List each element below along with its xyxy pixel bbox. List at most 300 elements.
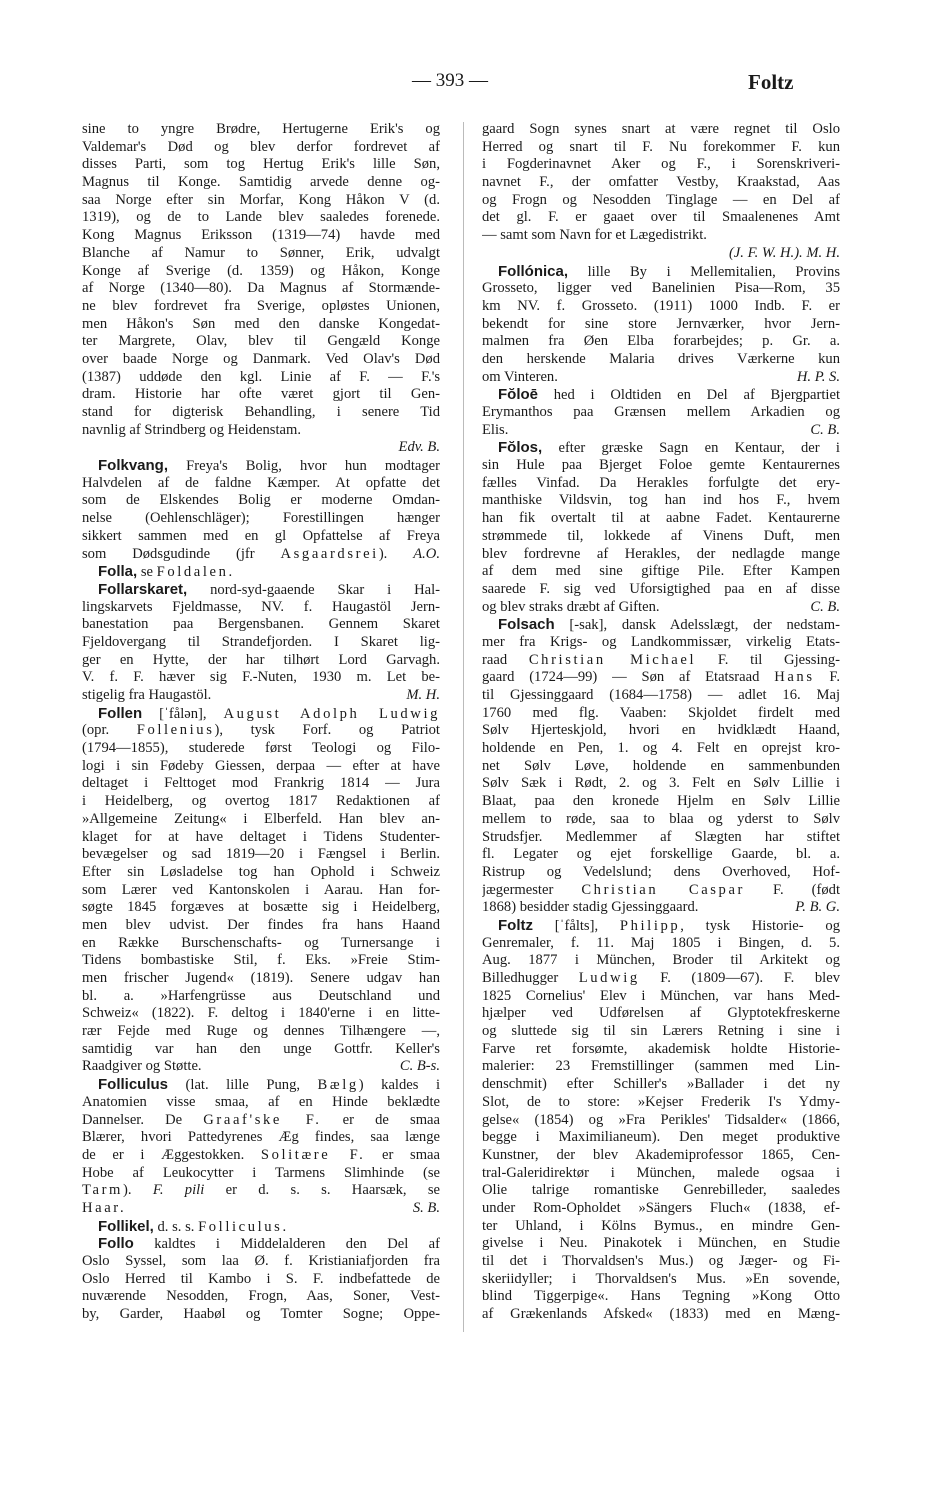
italic-text: A.O. <box>413 545 440 562</box>
text-run: holdende en Pen, 1. og 4. Felt en oprejst kro- <box>482 740 840 757</box>
text-run: d. s. s. <box>153 1218 199 1235</box>
text-run: fælles Vinfad. Da Herakles forfulgte det ery- <box>482 474 840 491</box>
text-line <box>82 439 440 457</box>
text-run: Aug. 1877 i München, Broder til Arkitekt og <box>482 952 840 969</box>
text-line <box>82 192 440 210</box>
text-line <box>82 280 440 298</box>
text-run: Blaat, paa den kronede Hjelm en Sølv Lillie <box>482 793 840 810</box>
text-run: og Frogn og Nesodden Tinglage — en Del af <box>482 191 840 208</box>
text-line <box>482 1235 840 1253</box>
headword: Folsach <box>498 616 555 634</box>
text-run: 1868) besidder stadig Gjessinggaard. <box>482 899 699 916</box>
text-line <box>82 369 440 387</box>
text-line <box>82 1094 440 1112</box>
text-line <box>82 775 440 793</box>
text-run: nord-syd-gaaende Skar i Hal- <box>187 581 440 598</box>
text-line <box>482 263 840 281</box>
text-run: det gl. F. er gaaet over til Smaalenenes Amt <box>482 209 840 226</box>
text-run: Olie talrige romantiske Genrebilleder, saaledes <box>482 1182 840 1199</box>
spaced-text: Haar. <box>82 1199 127 1216</box>
text-run: de er i Æggestokken. <box>82 1146 261 1163</box>
text-line <box>82 669 440 687</box>
text-run: i Fogderinavnet Aker og F., i Sorenskriveri- <box>482 156 840 173</box>
text-line <box>482 758 840 776</box>
text-line <box>82 1235 440 1253</box>
text-run: sine to yngre Brødre, Hertugerne Erik's og <box>82 121 440 137</box>
text-run: Sølv Hjerteskjold, hvori en hvidklædt Haand, <box>482 722 840 739</box>
text-line <box>82 404 440 422</box>
text-run: sin Hule paa Bjerget Foloe gemte Kentaurernes <box>482 457 840 474</box>
text-run: lingskarvets Fjeldmasse, NV. f. Haugastöl Jern- <box>82 598 440 615</box>
text-run: [-sak], dansk Adelsslægt, der nedstam- <box>554 617 840 634</box>
text-line <box>82 1005 440 1023</box>
text-line <box>82 917 440 935</box>
text-line <box>482 1112 840 1130</box>
text-run: den herskende Malaria drives Værkerne kun <box>482 350 840 367</box>
right-column <box>482 121 840 1324</box>
text-run: Schweiz« (1822). F. deltog i 1840'erne i en litte- <box>82 1005 440 1022</box>
text-run: ). <box>378 545 414 562</box>
spaced-text: Folliculus. <box>198 1218 289 1235</box>
text-run: [ˈfålts], <box>533 917 620 934</box>
text-line <box>482 156 840 174</box>
text-run: Efter sin Løsladelse tog han Ophold i Schweiz <box>82 863 440 880</box>
text-run: ger en Hytte, der har tilhørt Lord Garvagh. <box>82 651 440 668</box>
text-run: Blærer, hvori Pattedyrenes Æg findes, saa længe <box>82 1129 440 1146</box>
text-run: V. f. F. hæver sig F.-Nuten, 1930 m. Let be- <box>82 669 440 686</box>
spaced-text: Christian Michael <box>528 651 697 668</box>
text-line <box>482 899 840 917</box>
text-line <box>482 1288 840 1306</box>
text-run: Valdemar's Død og blev derfor fordrevet af <box>82 138 440 155</box>
text-run: hed i Oldtiden en Del af Bjergpartiet <box>538 387 840 404</box>
text-line <box>482 227 840 245</box>
text-line <box>82 616 440 634</box>
text-line <box>82 970 440 988</box>
text-run: by, Garder, Haabøl og Tomter Sogne; Oppe- <box>82 1306 440 1323</box>
headword: Follen <box>98 704 143 722</box>
text-line <box>82 722 440 740</box>
page-number: — 393 — <box>412 70 488 91</box>
text-line <box>82 492 440 510</box>
text-line <box>82 1076 440 1094</box>
text-line <box>482 793 840 811</box>
text-run: F. <box>814 669 840 686</box>
text-run: F. til Gjessing- <box>696 651 840 668</box>
author-signature: M. H. <box>406 687 440 703</box>
text-line <box>482 457 840 475</box>
text-line <box>82 811 440 829</box>
text-run: Blanche af Namur to Sønner, Erik, udvalgt <box>82 244 440 261</box>
text-line <box>482 528 840 546</box>
text-line <box>482 563 840 581</box>
text-run: tral-Galeridirektør i München, malede ogsaa i <box>482 1164 840 1181</box>
text-run: som de Elskendes Bolig er moderne Omdan- <box>82 492 440 509</box>
text-line <box>82 139 440 157</box>
text-line <box>82 528 440 546</box>
text-line <box>482 280 840 298</box>
text-run: dram. Historie har ofte været gjort til Gen- <box>82 386 440 403</box>
text-line <box>82 935 440 953</box>
text-line <box>482 669 840 687</box>
text-line <box>482 705 840 723</box>
spaced-text: Graaf'ske F. <box>203 1111 322 1128</box>
text-line <box>482 404 840 422</box>
text-run: Sølv Sæk i Rødt, 2. og 3. Felt en Sølv Lillie i <box>482 775 840 792</box>
text-run: [ˈfålən], <box>142 705 224 722</box>
text-line <box>82 563 440 581</box>
text-run: gaard Sogn synes snart at være regnet til Oslo <box>482 121 840 137</box>
text-line <box>82 546 440 564</box>
text-line <box>482 1253 840 1271</box>
text-run: Slot, de to store: »Kejser Frederik I's Ydmy- <box>482 1093 840 1110</box>
text-line <box>482 988 840 1006</box>
text-run: som Dødsgudinde (jfr <box>82 545 281 562</box>
text-run: Strudsfjer. Medlemmer af Slægten har stiftet <box>482 828 840 845</box>
text-line <box>82 209 440 227</box>
text-line <box>482 634 840 652</box>
text-run: Halvdelen af de faldne Kæmper. At opfatte det <box>82 474 440 491</box>
text-run: blind Tiggerpige«. Hans Tegning »Kong Otto <box>482 1288 840 1305</box>
text-run: raad <box>482 651 529 668</box>
text-run: klaget for at have deltaget i Tidens Studenter- <box>82 828 440 845</box>
text-run: er d. s. s. Haarsæk, se <box>204 1182 440 1199</box>
text-line <box>482 935 840 953</box>
spaced-text: Christian Caspar <box>581 881 745 898</box>
text-run: ). <box>122 1182 153 1199</box>
text-run: nelse (Oehlenschläger); Forestillingen hænger <box>82 510 440 527</box>
text-line <box>482 121 840 139</box>
author-signature: C. B-s. <box>399 1058 440 1075</box>
text-line <box>82 1288 440 1306</box>
text-run: til Gjessinggaard (1684—1758) — adlet 16. Maj <box>482 687 840 703</box>
text-run: blev fordrevne af Herakles, der nedlagde mange <box>482 545 840 562</box>
text-line <box>82 705 440 723</box>
text-run: i Heidelberg, og overtog 1817 Redaktionen af <box>82 793 440 810</box>
text-line <box>482 1218 840 1236</box>
text-line <box>482 1023 840 1041</box>
text-run: han fik overtalt til at aabne Fadet. Kentaurerne <box>482 510 840 527</box>
text-line <box>482 846 840 864</box>
italic-text: F. pili <box>152 1182 205 1199</box>
text-run: bl. a. »Harfengrüsse aus Deutschland und <box>82 987 440 1004</box>
text-run: samtidig var han den unge Gottfr. Keller's <box>82 1040 440 1057</box>
text-line <box>82 634 440 652</box>
text-run: se <box>137 564 157 581</box>
spaced-text: Solitære F. <box>260 1146 366 1163</box>
text-run: manthiske Vildsvin, tog han ind hos F., hvem <box>482 492 840 509</box>
text-run: , tysk Historie- og <box>680 917 840 934</box>
spaced-text: Tarm <box>82 1182 123 1199</box>
text-line <box>82 652 440 670</box>
text-run: navnlig af Strindberg og Heidenstam. <box>82 421 301 438</box>
text-run: til det i Thorvaldsen's Mus.) og Jæger- og Fi- <box>482 1253 840 1269</box>
column-divider <box>463 122 464 1332</box>
headword: Foltz <box>498 916 533 934</box>
text-run: navnet F., der omfatter Vestby, Kraakstad, Aas <box>482 174 840 191</box>
text-line <box>482 475 840 493</box>
text-run: Grosseto, ligger ved Banelinien Pisa—Rom, 35 <box>482 280 840 297</box>
text-line <box>82 475 440 493</box>
headword: Fŏlos, <box>498 439 543 457</box>
text-line <box>82 174 440 192</box>
text-run: men Håkon's Søn med den danske Kongedat- <box>82 315 440 332</box>
text-run: net Sølv Løve, holdende en sammenbunden <box>482 757 840 774</box>
text-run: mellem to røde, saa to blaa og yderst to Sølv <box>482 810 840 827</box>
text-run: Konge af Sverige (d. 1359) og Håkon, Konge <box>82 262 440 279</box>
author-signature: S. B. <box>412 1199 440 1216</box>
text-run: af Norge (1340—80). Da Magnus af Stormænde- <box>82 280 440 297</box>
text-line <box>82 1218 440 1236</box>
text-line <box>82 1112 440 1130</box>
text-line <box>82 599 440 617</box>
text-line <box>82 227 440 245</box>
text-line <box>482 616 840 634</box>
text-line <box>82 758 440 776</box>
text-line <box>482 369 840 387</box>
text-line <box>82 882 440 900</box>
text-run: F. (født <box>745 881 840 898</box>
text-line <box>82 793 440 811</box>
text-run: Tidens bombastiske Stil, f. Eks. »Freie Stim- <box>82 952 440 969</box>
text-line <box>482 1094 840 1112</box>
text-line <box>82 1147 440 1165</box>
text-run: — samt som Navn for et Lægedistrikt. <box>482 227 707 244</box>
text-run: saarede F. sig ved Uforsigtighed paa en af disse <box>482 580 840 597</box>
spaced-text: Philipp <box>619 917 681 934</box>
text-line <box>482 1165 840 1183</box>
text-line <box>82 457 440 475</box>
text-run: Dannelser. De <box>82 1111 204 1128</box>
text-line <box>82 1041 440 1059</box>
headword: Follarskaret, <box>98 580 188 598</box>
text-line <box>82 351 440 369</box>
text-run: gaard (1724—99) — Søn af Etatsraad <box>482 669 775 686</box>
text-run: Freya's Bolig, hvor hun modtager <box>168 458 440 475</box>
text-run: men blev udvist. Der findes fra hans Haand <box>82 916 440 933</box>
text-line <box>82 263 440 281</box>
text-line <box>482 740 840 758</box>
text-line <box>482 510 840 528</box>
text-run: ), tysk Forf. og Patriot <box>214 722 440 739</box>
text-run: (1387) uddøde den kgl. Linie af F. — F.'s <box>82 368 440 385</box>
author-signature: C. B. <box>810 598 840 615</box>
text-run: af dem med sine giftige Pile. Efter Kampen <box>482 563 840 580</box>
text-line <box>482 1005 840 1023</box>
text-run: Anatomien visse smaa, af en Hinde beklædte <box>82 1093 440 1110</box>
text-line <box>482 351 840 369</box>
text-run: skeriidyller; i Thorvaldsen's Mus. »En sovende, <box>482 1270 840 1287</box>
text-run: Oslo Herred til Kambo i S. F. indbefattede de <box>82 1270 440 1287</box>
text-line <box>82 510 440 528</box>
text-run: Ristrup og Vedelslund; dens Overhoved, Hof- <box>482 863 840 880</box>
text-line <box>482 1041 840 1059</box>
text-run: sikkert sammen med en gl Opfattelse af Freya <box>82 527 440 544</box>
running-head: Foltz <box>748 70 794 94</box>
text-line <box>482 970 840 988</box>
text-line <box>82 1058 440 1076</box>
text-run: givelse i Neu. Pinakotek i München, en Studie <box>482 1235 840 1252</box>
text-line <box>82 581 440 599</box>
text-line <box>82 333 440 351</box>
text-line <box>482 245 840 263</box>
text-run: logi i sin Fødeby Giessen, derpaa — efter at have <box>82 757 440 774</box>
text-run: om Vinteren. <box>482 368 558 385</box>
text-run: deltaget i Felttoget mod Frankrig 1814 — Jura <box>82 775 440 792</box>
text-line <box>482 882 840 900</box>
text-run: efter græske Sagn en Kentaur, der i <box>542 440 840 457</box>
text-run: km NV. f. Grosseto. (1911) 1000 Indb. F. er <box>482 297 840 314</box>
text-line <box>482 492 840 510</box>
headword: Folkvang, <box>98 457 169 475</box>
text-run: Elis. <box>482 421 509 438</box>
author-signature: P. B. G. <box>795 899 840 916</box>
text-line <box>82 899 440 917</box>
text-run: Magnus til Konge. Samtidig arvede denne og- <box>82 174 440 191</box>
text-line <box>482 192 840 210</box>
text-line <box>82 1200 440 1218</box>
text-run: Oslo Syssel, som laa Ø. f. Kristianiafjorden fra <box>82 1253 440 1269</box>
text-run: bekendt for sine store Jernværker, hvor Jern- <box>482 315 840 332</box>
text-line <box>482 1058 840 1076</box>
text-line <box>482 1182 840 1200</box>
text-run: Erymanthos paa Grænsen mellem Arkadien og <box>482 404 840 420</box>
text-run: men frischer Jugend« (1819). Senere udgav han <box>82 970 440 986</box>
text-run: gelse« (1854) og »Fra Perikles' Tidsalder« (1866, <box>482 1111 840 1128</box>
text-run: Fjeldovergang til Strandefjorden. I Skaret lig- <box>82 633 440 650</box>
text-run: F. (1809—67). F. blev <box>639 970 840 986</box>
text-line <box>482 1200 840 1218</box>
text-run: mer fra Krigs- og Landkommissær, virkelig Etats- <box>482 633 840 650</box>
text-line <box>482 386 840 404</box>
text-run: (lat. lille Pung, <box>168 1077 318 1094</box>
spaced-text: Ludwig <box>578 970 640 986</box>
text-run: Hobe af Leukocytter i Tarmens Slimhinde (se <box>82 1164 440 1181</box>
text-line <box>82 316 440 334</box>
text-line <box>482 775 840 793</box>
text-line <box>82 121 440 139</box>
spaced-text: August Adolph Ludwig <box>223 705 440 722</box>
text-run: »Allgemeine Zeitung« i Elberfeld. Han blev an- <box>82 810 440 827</box>
headword: Follónica, <box>498 262 569 280</box>
text-line <box>482 174 840 192</box>
text-line <box>482 722 840 740</box>
text-run: er de smaa <box>321 1111 440 1128</box>
headword: Follikel, <box>98 1217 154 1235</box>
text-run: rær Fejde med Ruge og dennes Tilhængere —, <box>82 1023 440 1040</box>
text-line <box>82 386 440 404</box>
text-run: 1319), og de to Lande blev saaledes forenede. <box>82 209 440 226</box>
text-run: 1825 Cornelius' Elev i München, var hans Med- <box>482 987 840 1004</box>
text-line <box>82 864 440 882</box>
author-signature: Edv. B. <box>398 439 440 456</box>
text-run: denschmit) efter Schiller's »Ballader i det ny <box>482 1076 840 1093</box>
text-line <box>482 599 840 617</box>
text-run: ne blev fordrevet fra Sverige, opløstes Unionen, <box>82 297 440 314</box>
text-run: Genremaler, f. 11. Maj 1805 i Bingen, d. 5. <box>482 934 840 951</box>
text-line <box>82 1271 440 1289</box>
text-run: disses Parti, som tog Hertug Erik's lille Søn, <box>82 156 440 173</box>
headword: Folla, <box>98 563 138 581</box>
author-signature: H. P. S. <box>796 368 840 385</box>
author-signature: C. B. <box>810 421 840 438</box>
text-run: som Lærer ved Kantonskolen i Aarau. Han for- <box>82 881 440 898</box>
headword: Fŏloē <box>498 386 538 404</box>
text-line <box>82 846 440 864</box>
text-run: over baade Norge og Danmark. Ved Olav's Død <box>82 350 440 367</box>
text-line <box>82 1306 440 1324</box>
text-run: en Række Burschenschafts- og Turnersange i <box>82 934 440 951</box>
text-line <box>82 1182 440 1200</box>
text-run: Kunstner, der blev Akademiprofessor 1865, Cen- <box>482 1146 840 1163</box>
text-run: (1794—1855), studerede først Teologi og Filo- <box>82 740 440 757</box>
headword: Folliculus <box>98 1076 169 1094</box>
text-line <box>82 988 440 1006</box>
text-line <box>482 864 840 882</box>
text-line <box>82 687 440 705</box>
text-run: bevægelser og sad 1819—20 i Fængsel i Berlin. <box>82 846 440 863</box>
text-line <box>482 917 840 935</box>
text-run: banestation paa Bergensbanen. Gennem Skaret <box>82 616 440 633</box>
text-run: stigelig fra Haugastöl. <box>82 687 212 703</box>
text-line <box>482 1076 840 1094</box>
text-line <box>82 740 440 758</box>
text-run: begge i Maximilianeum). Den meget produktive <box>482 1129 840 1146</box>
text-line <box>82 952 440 970</box>
text-run: Herred og snart til F. Nu forekommer F. kun <box>482 138 840 155</box>
spaced-text: Hans <box>774 669 815 686</box>
spaced-text: Follenius <box>136 722 215 739</box>
text-run: malmen fra Øen Elba forarbejdes; p. Gr. a. <box>482 333 840 350</box>
text-line <box>82 1023 440 1041</box>
text-line <box>482 546 840 564</box>
text-run: ter Margrete, Olav, blev til Gengæld Konge <box>82 333 440 350</box>
text-line <box>482 829 840 847</box>
text-run: Kong Magnus Eriksson (1319—74) havde med <box>82 227 440 244</box>
text-line <box>482 316 840 334</box>
text-run: Raadgiver og Støtte. <box>82 1058 202 1075</box>
author-signature: (J. F. W. H.). M. H. <box>728 244 840 261</box>
text-run: hjælper ved Udførelsen af Glyptotekfreskerne <box>482 1005 840 1022</box>
text-line <box>482 439 840 457</box>
text-run: jægermester <box>482 881 582 898</box>
text-run: kaldtes i Middelalderen den Del af <box>133 1236 440 1253</box>
text-run: malerier: 23 Fremstillinger (sammen med Lin- <box>482 1058 840 1075</box>
text-run: og blev straks dræbt af Giften. <box>482 598 660 615</box>
text-line <box>82 156 440 174</box>
text-run: saa Norge efter sin Morfar, Kong Håkon V (d. <box>82 191 440 208</box>
text-line <box>482 1129 840 1147</box>
text-run: Farve ret forsømte, akademisk holdte Historie- <box>482 1040 840 1057</box>
text-run: (opr. <box>82 722 137 739</box>
spaced-text: Asgaardsrei <box>280 545 379 562</box>
text-line <box>82 298 440 316</box>
text-run: ) kaldes i <box>358 1077 440 1094</box>
text-line <box>482 1271 840 1289</box>
text-run: under Rom-Opholdet »Sängers Fluch« (1838, ef- <box>482 1199 840 1216</box>
text-run: Billedhugger <box>482 970 579 986</box>
text-line <box>82 1129 440 1147</box>
text-run: søgte 1845 forgæves at bosætte sig i Heidelberg, <box>82 899 440 916</box>
text-line <box>482 687 840 705</box>
text-run: fl. Legater og ejet forskellige Gaarde, bl. a. <box>482 846 840 863</box>
headword: Follo <box>98 1235 134 1253</box>
text-line <box>82 829 440 847</box>
left-column <box>82 121 440 1324</box>
text-line <box>482 139 840 157</box>
text-line <box>82 245 440 263</box>
text-run: af Grækenlands Afsked« (1833) med en Mæng- <box>482 1306 840 1323</box>
